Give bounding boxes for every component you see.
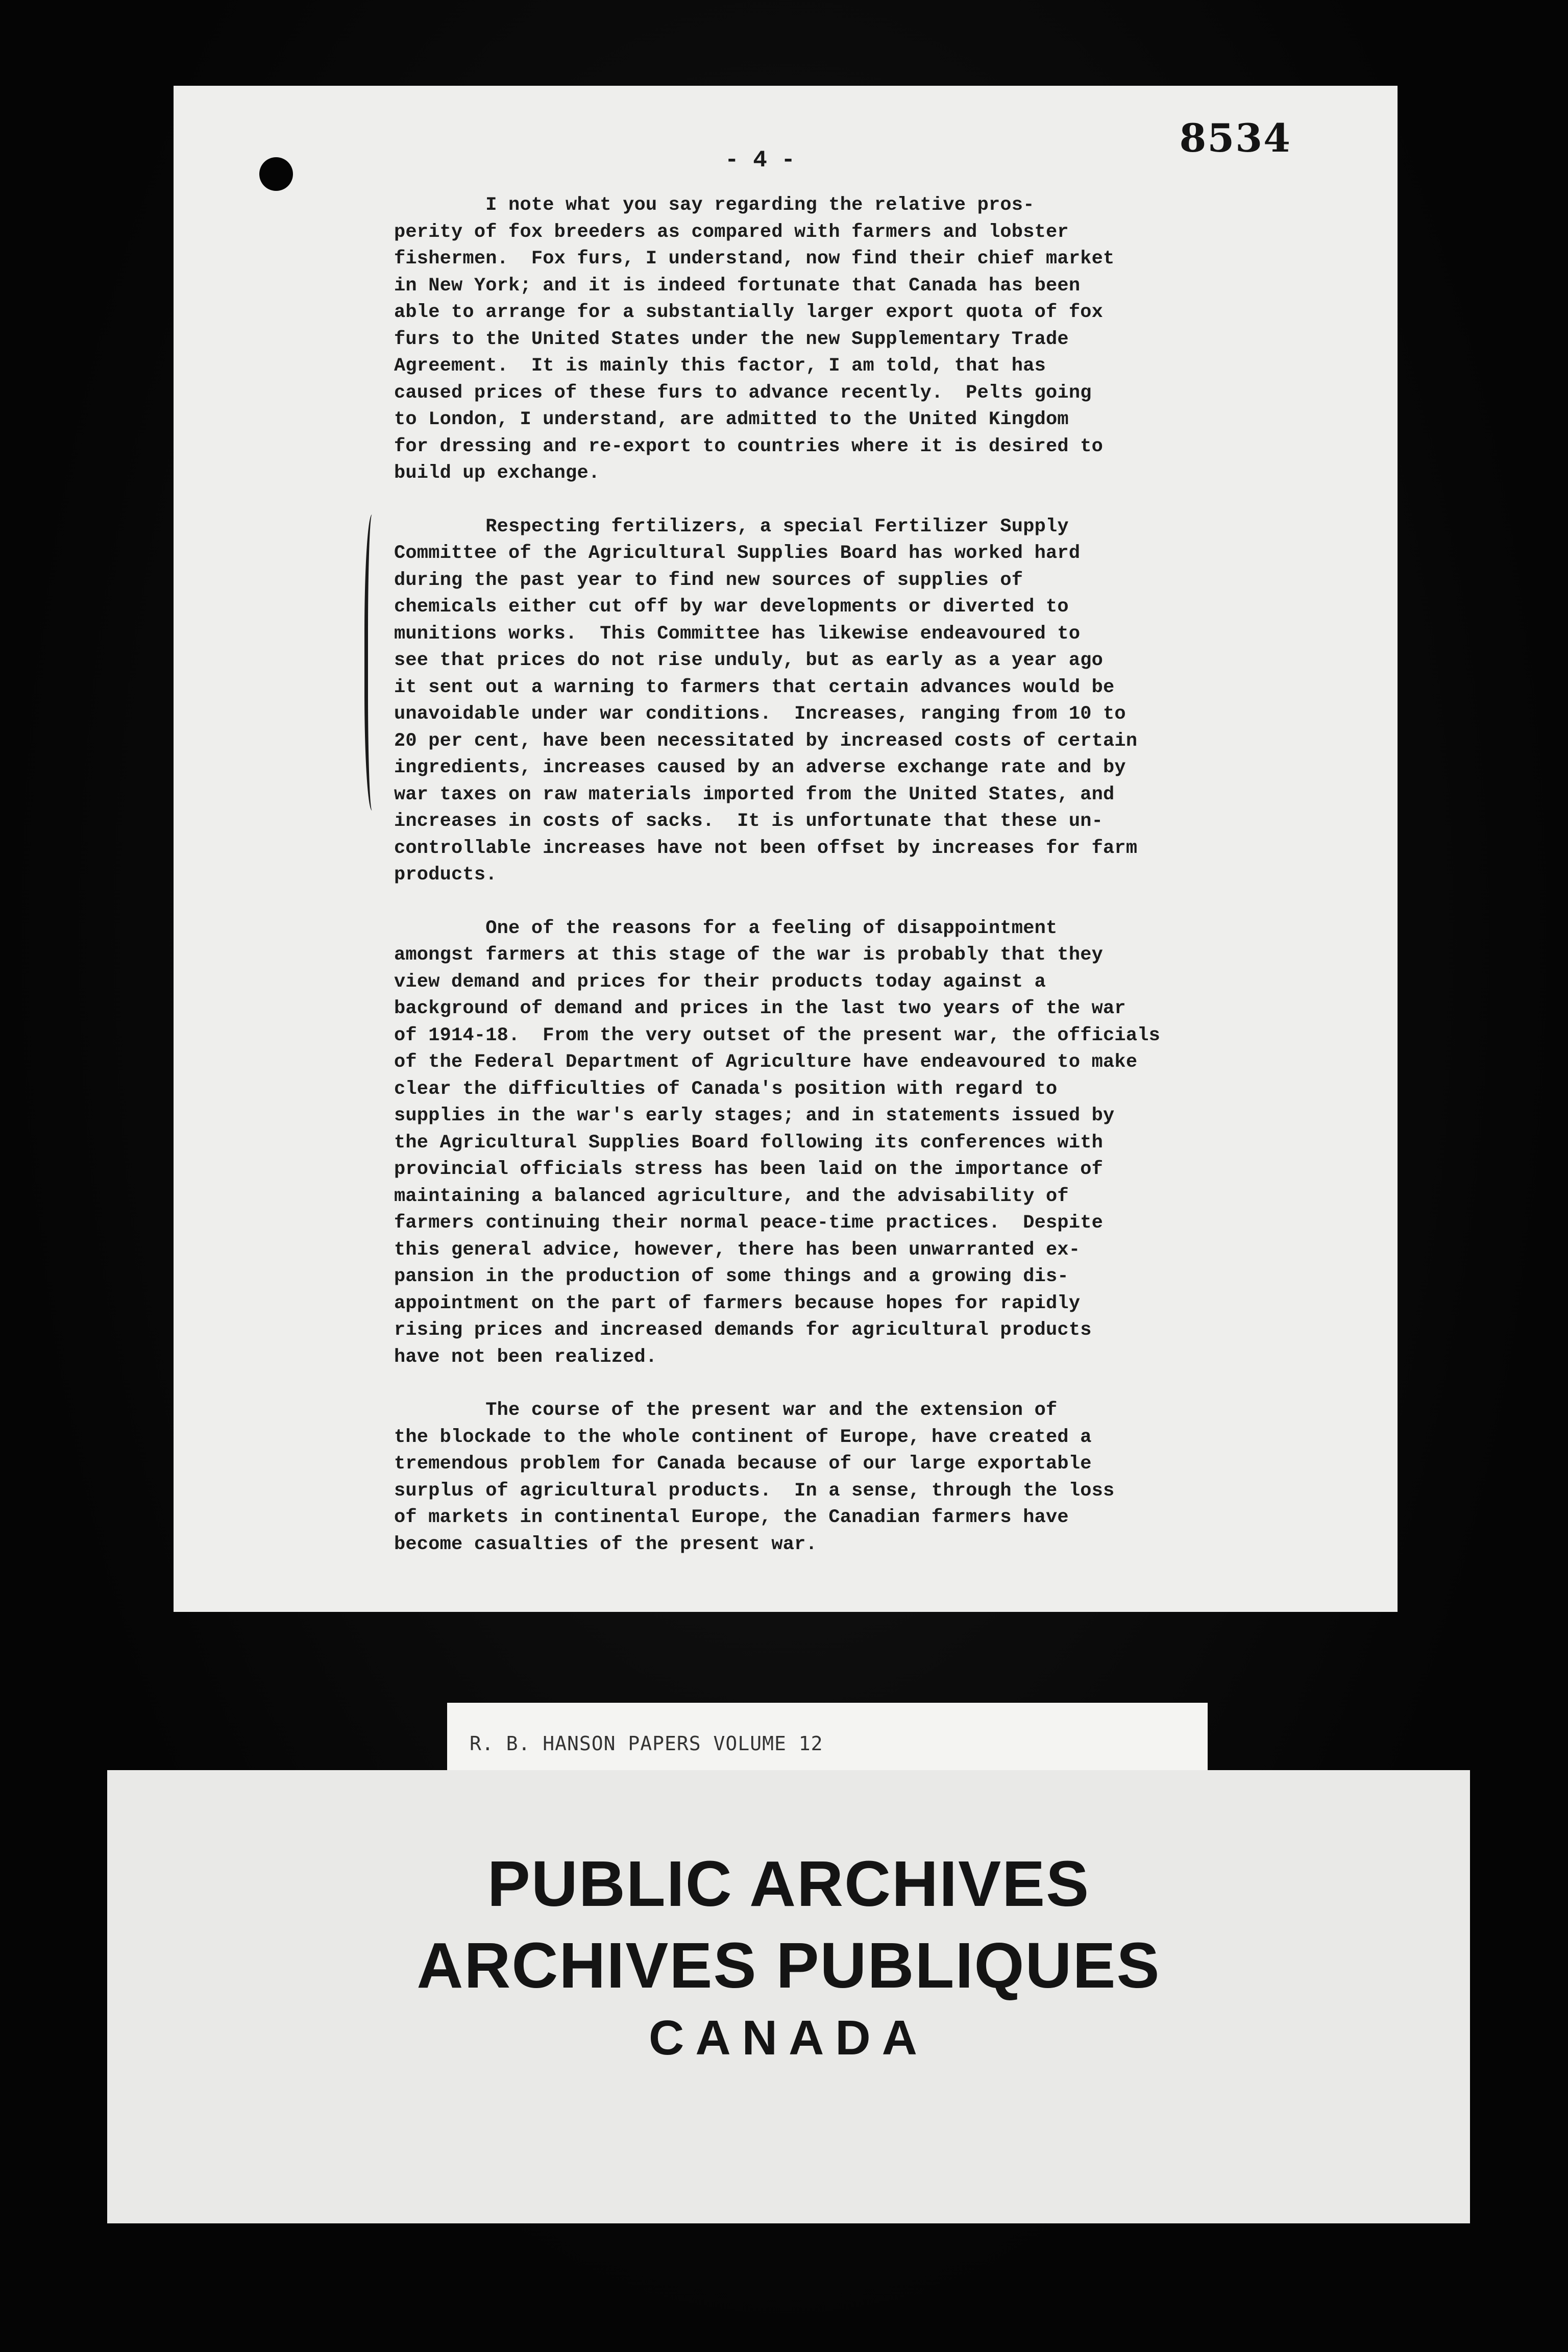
archive-country: CANADA bbox=[649, 2011, 928, 2065]
punch-hole bbox=[259, 157, 293, 191]
collection-label bbox=[447, 1703, 1208, 1772]
collection-label-text: R. B. HANSON PAPERS VOLUME 12 bbox=[470, 1732, 823, 1755]
document-number: 8534 bbox=[1179, 115, 1291, 161]
archive-title-french: ARCHIVES PUBLIQUES bbox=[416, 1929, 1161, 2001]
archive-card bbox=[107, 1770, 1470, 2223]
paragraph-disappointment: One of the reasons for a feeling of disappointment amongst farmers at this stage of the war is probably that they view demand and prices for their products today against a background of demand and prices in the last two years of the war of 1914-18. From the very outset of the present war, the officials of the Federal Department of Agriculture have endeavoured to make clear the difficulties of Canada's position with regard to supplies in the war's early stages; and in statements issued by the Agricultural Supplies Board following its conferences with provincial officials stress has been laid on the importance of maintaining a balanced agriculture, and the advisability of farmers continuing their normal peace-time practices. Despite this general advice, however, there has been unwarranted ex- pansion in the production of some things and a growing dis- appointment on the part of farmers because hopes for rapidly rising prices and increased demands for agricultural products have not been realized. bbox=[394, 917, 1161, 1368]
archive-title-english: PUBLIC ARCHIVES bbox=[487, 1848, 1090, 1920]
page-number: - 4 - bbox=[725, 147, 796, 174]
paragraph-blockade: The course of the present war and the extension of the blockade to the whole continent of Europe, have created a tremendous problem for Canada because of our large exportable surplus of agricultural products. In a sense, through the loss of markets in continental Europe, the Canadian farmers have become casualties of the present war. bbox=[394, 1400, 1115, 1555]
paragraph-fox-furs: I note what you say regarding the relative pros- perity of fox breeders as compared with farmers and lobster fishermen. Fox furs, I understand, now find their chief market in New York; and it is indeed fortunate that Canada has been able to arrange for a substantially larger export quota of fox furs to the United States under the new Supplementary Trade Agreement. It is mainly this factor, I am told, that has caused prices of these furs to advance recently. Pelts going to London, I understand, are admitted to the United Kingdom for dressing and re-export to countries where it is desired to build up exchange. bbox=[394, 194, 1115, 484]
letter-body bbox=[394, 192, 1323, 1584]
margin-mark bbox=[364, 514, 383, 811]
document-page bbox=[174, 86, 1398, 1612]
paragraph-fertilizers: Respecting fertilizers, a special Fertilizer Supply Committee of the Agricultural Supplies Board has worked hard during the past year to find new sources of supplies of chemicals either cut off by war developments or diverted to munitions works. This Committee has likewise endeavoured to see that prices do not rise unduly, but as early as a year ago it sent out a warning to farmers that certain advances would be unavoidable under war conditions. Increases, ranging from 10 to 20 per cent, have been necessitated by increased costs of certain ingredients, increases caused by an adverse exchange rate and by war taxes on raw materials imported from the United States, and increases in costs of sacks. It is unfortunate that these un- controllable increases have not been offset by increases for farm products. bbox=[394, 516, 1138, 886]
